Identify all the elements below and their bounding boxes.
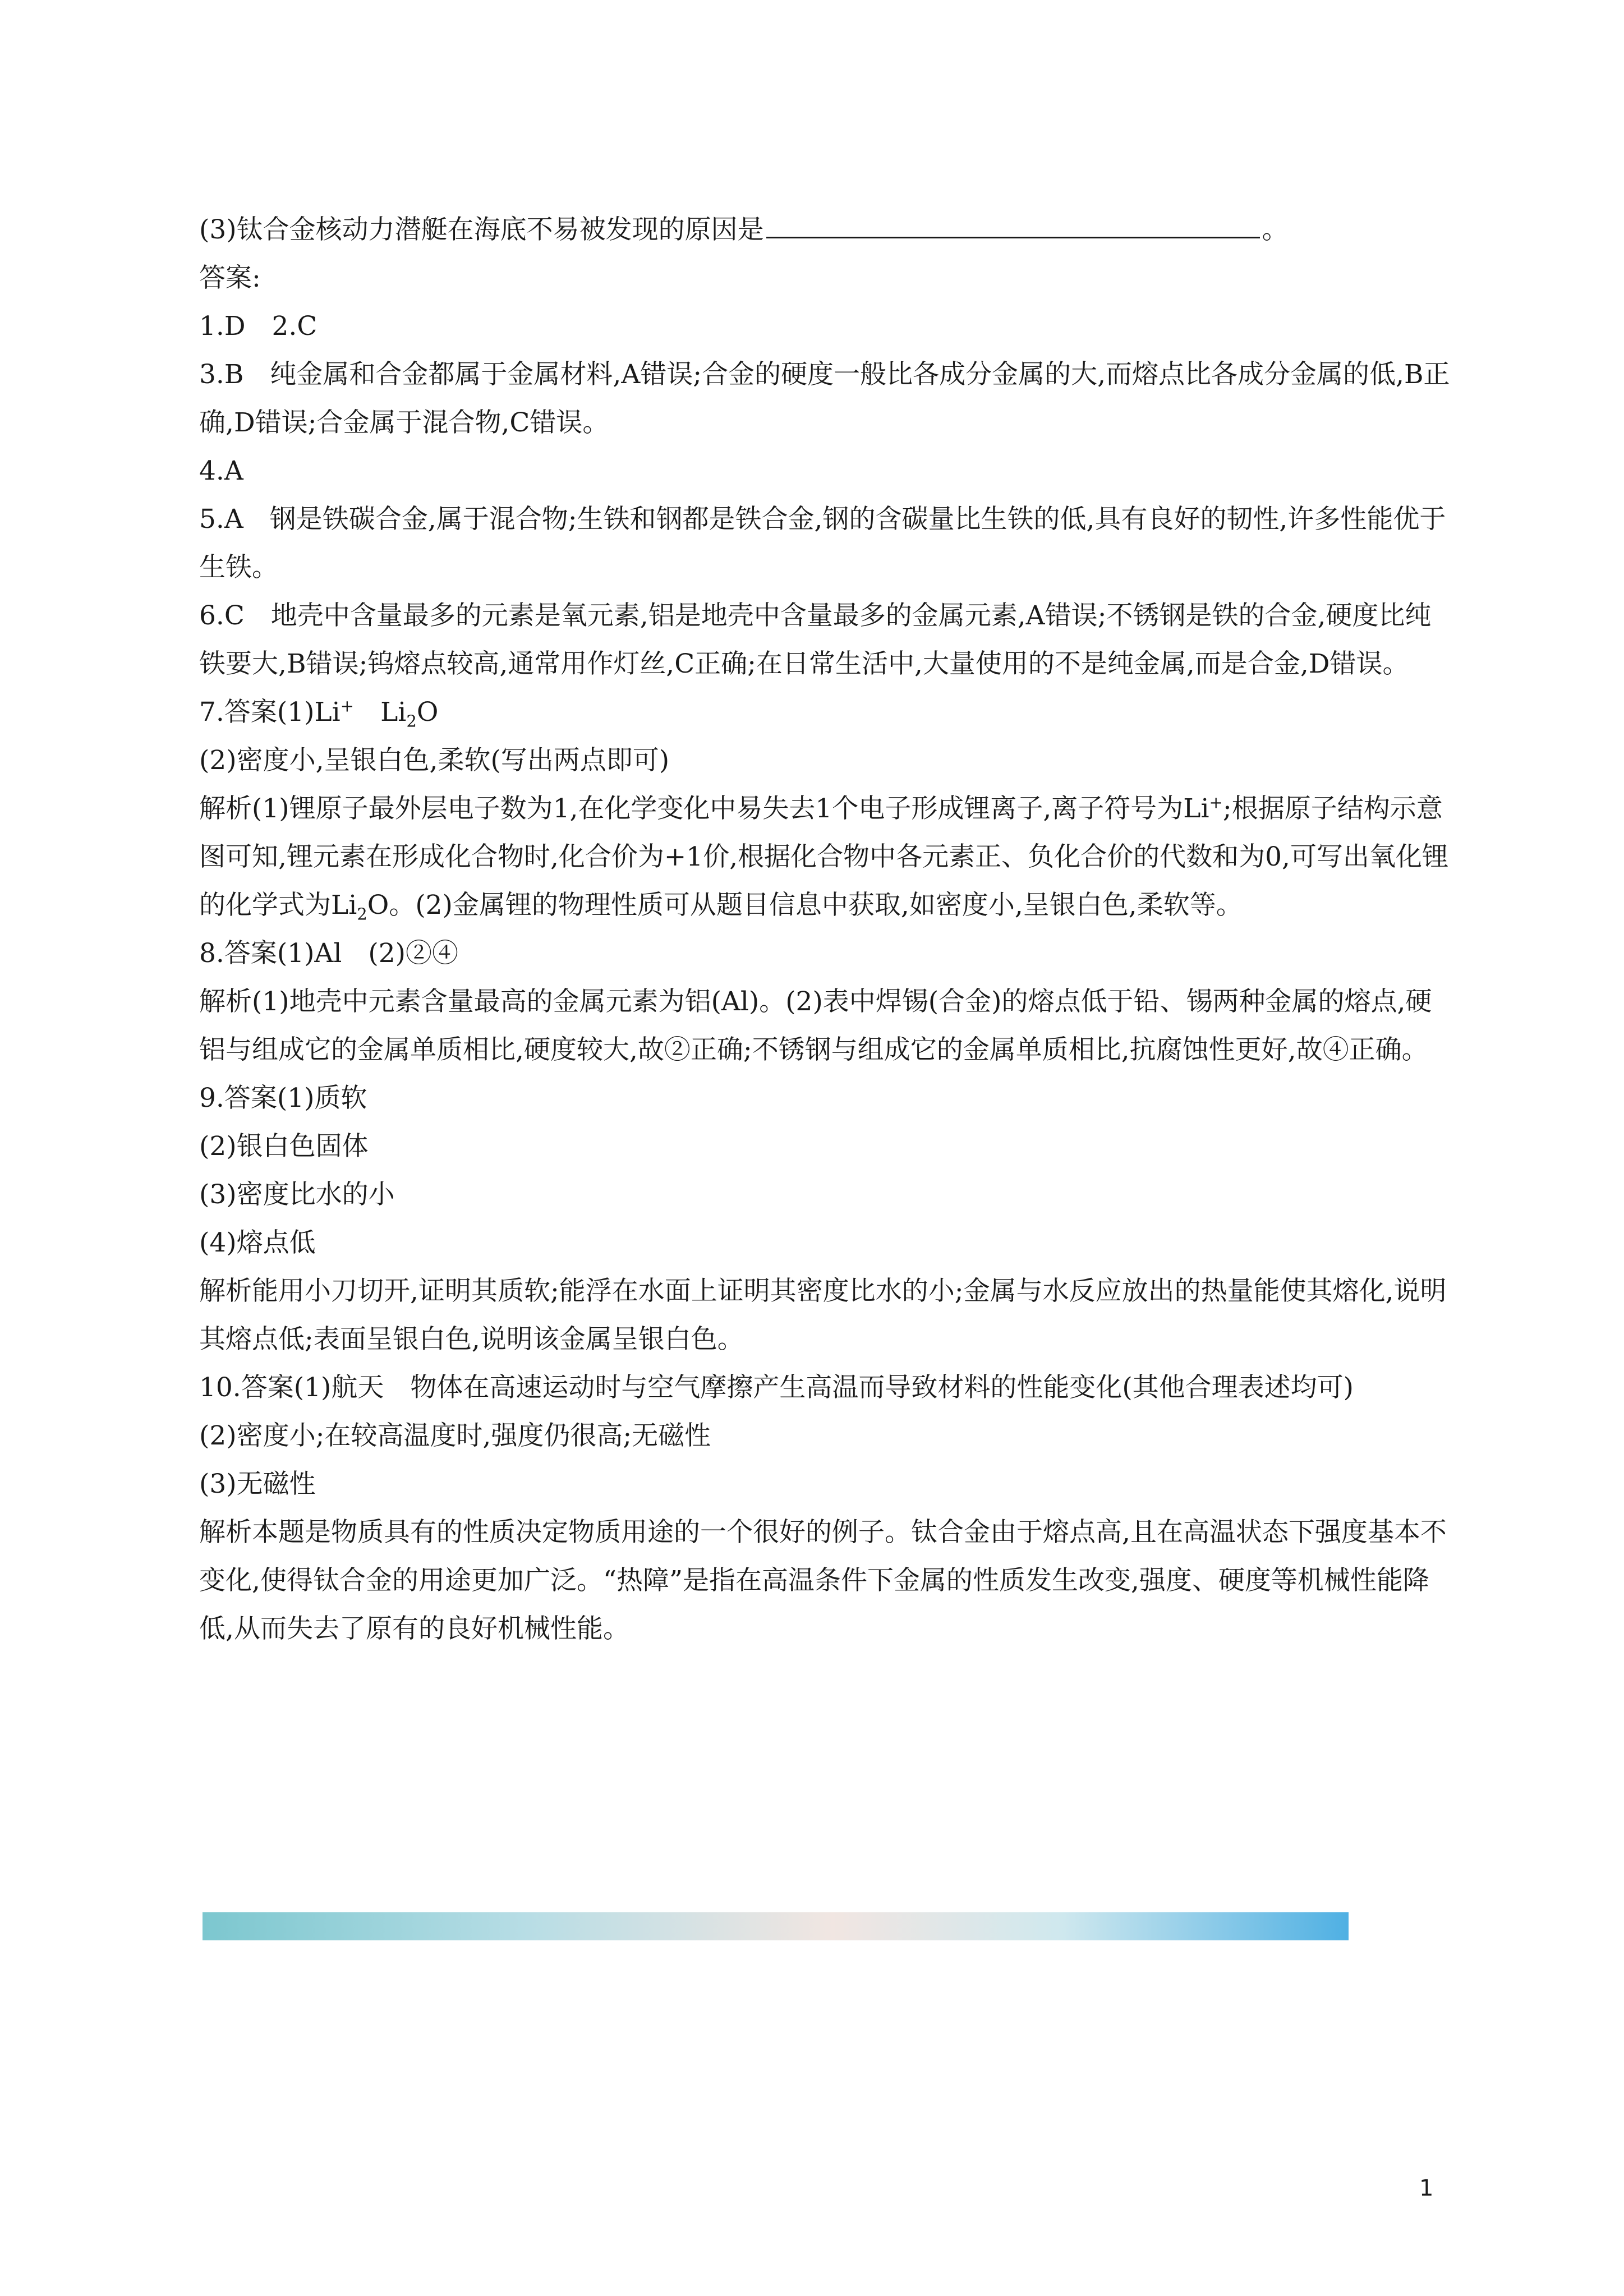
answer-7 — [199, 688, 1456, 737]
answer-6: 6.C 地壳中含量最多的元素是氧元素,铝是地壳中含量最多的金属元素,A错误;不锈钢是铁的合金,硬度比纯铁要大,B错误;钨熔点较高,通常用作灯丝,C正确;在日常生活中,大量使用的不是纯金属,而是合金,D错误。 — [199, 600, 1432, 679]
answer-7-part-2: (2)密度小,呈银白色,柔软(写出两点即可) — [199, 745, 670, 776]
answer-7-explanation — [199, 785, 1456, 930]
answer-10-part-2: (2)密度小;在较高温度时,强度仍很高;无磁性 — [199, 1420, 711, 1451]
answer-3: 3.B 纯金属和合金都属于金属材料,A错误;合金的硬度一般比各成分金属的大,而熔点比各成分金属的低,B正确,D错误;合金属于混合物,C错误。 — [199, 359, 1450, 438]
question-3 — [199, 205, 1456, 254]
answer-9-part-3: (3)密度比水的小 — [199, 1179, 395, 1210]
answer-sheet — [199, 205, 1456, 1653]
answer-4: 4.A — [199, 455, 243, 486]
answer-7-label: 7.答案(1) — [199, 697, 315, 728]
explanation-text: O。(2)金属锂的物理性质可从题目信息中获取,如密度小,呈银白色,柔软等。 — [367, 890, 1243, 921]
answer-1-2: 1.D 2.C — [199, 311, 318, 342]
charge-superscript: + — [340, 696, 355, 716]
answer-10-part-3: (3)无磁性 — [199, 1469, 316, 1499]
page-number: 1 — [1419, 2175, 1434, 2201]
lithium-oxide-formula: Li — [354, 697, 407, 728]
answer-10-explanation: 解析本题是物质具有的性质决定物质用途的一个很好的例子。钛合金由于熔点高,且在高温状态下强度基本不变化,使得钛合金的用途更加广泛。“热障”是指在高温条件下金属的性质发生改变,强度、硬度等机械性能降低,从而失去了原有的良好机械性能。 — [199, 1517, 1447, 1644]
punctuation: 。 — [1262, 214, 1289, 245]
formula-subscript: 2 — [357, 904, 367, 924]
answer-8-explanation: 解析(1)地壳中元素含量最高的金属元素为铝(Al)。(2)表中焊锡(合金)的熔点低于铅、锡两种金属的熔点,硬铝与组成它的金属单质相比,硬度较大,故②正确;不锈钢与组成它的金属单质相比,抗腐蚀性更好,故④正确。 — [199, 986, 1432, 1065]
answer-10-part-1: 10.答案(1)航天 物体在高速运动时与空气摩擦产生高温而导致材料的性能变化(其他合理表述均可) — [199, 1372, 1354, 1403]
answer-9-part-2: (2)银白色固体 — [199, 1131, 369, 1162]
question-text: (3)钛合金核动力潜艇在海底不易被发现的原因是 — [199, 214, 764, 245]
decorative-gradient-band — [203, 1912, 1349, 1940]
answer-8: 8.答案(1)Al (2)②④ — [199, 938, 458, 969]
answer-9-part-4: (4)熔点低 — [199, 1227, 316, 1258]
answer-9-part-1: 9.答案(1)质软 — [199, 1083, 367, 1114]
explanation-text: ;根据原子结构示意图可知,锂元素在形成化合物时,化合价为+1价,根据化合物中各元素正、负化合价的代数和为0,可写出氧化锂的化学式为Li — [199, 793, 1448, 921]
answers-heading: 答案: — [199, 263, 261, 293]
charge-superscript: + — [1209, 793, 1223, 812]
lithium-ion-symbol: Li — [314, 697, 341, 728]
formula-subscript: 2 — [406, 711, 417, 731]
answer-9-explanation: 解析能用小刀切开,证明其质软;能浮在水面上证明其密度比水的小;金属与水反应放出的热量能使其熔化,说明其熔点低;表面呈银白色,说明该金属呈银白色。 — [199, 1276, 1447, 1355]
answer-blank[interactable] — [766, 205, 1260, 238]
answer-5: 5.A 钢是铁碳合金,属于混合物;生铁和钢都是铁合金,钢的含碳量比生铁的低,具有良好的韧性,许多性能优于生铁。 — [199, 504, 1446, 583]
lithium-oxide-formula-end: O — [416, 697, 439, 728]
explanation-text: 解析(1)锂原子最外层电子数为1,在化学变化中易失去1个电子形成锂离子,离子符号为Li — [199, 793, 1209, 824]
